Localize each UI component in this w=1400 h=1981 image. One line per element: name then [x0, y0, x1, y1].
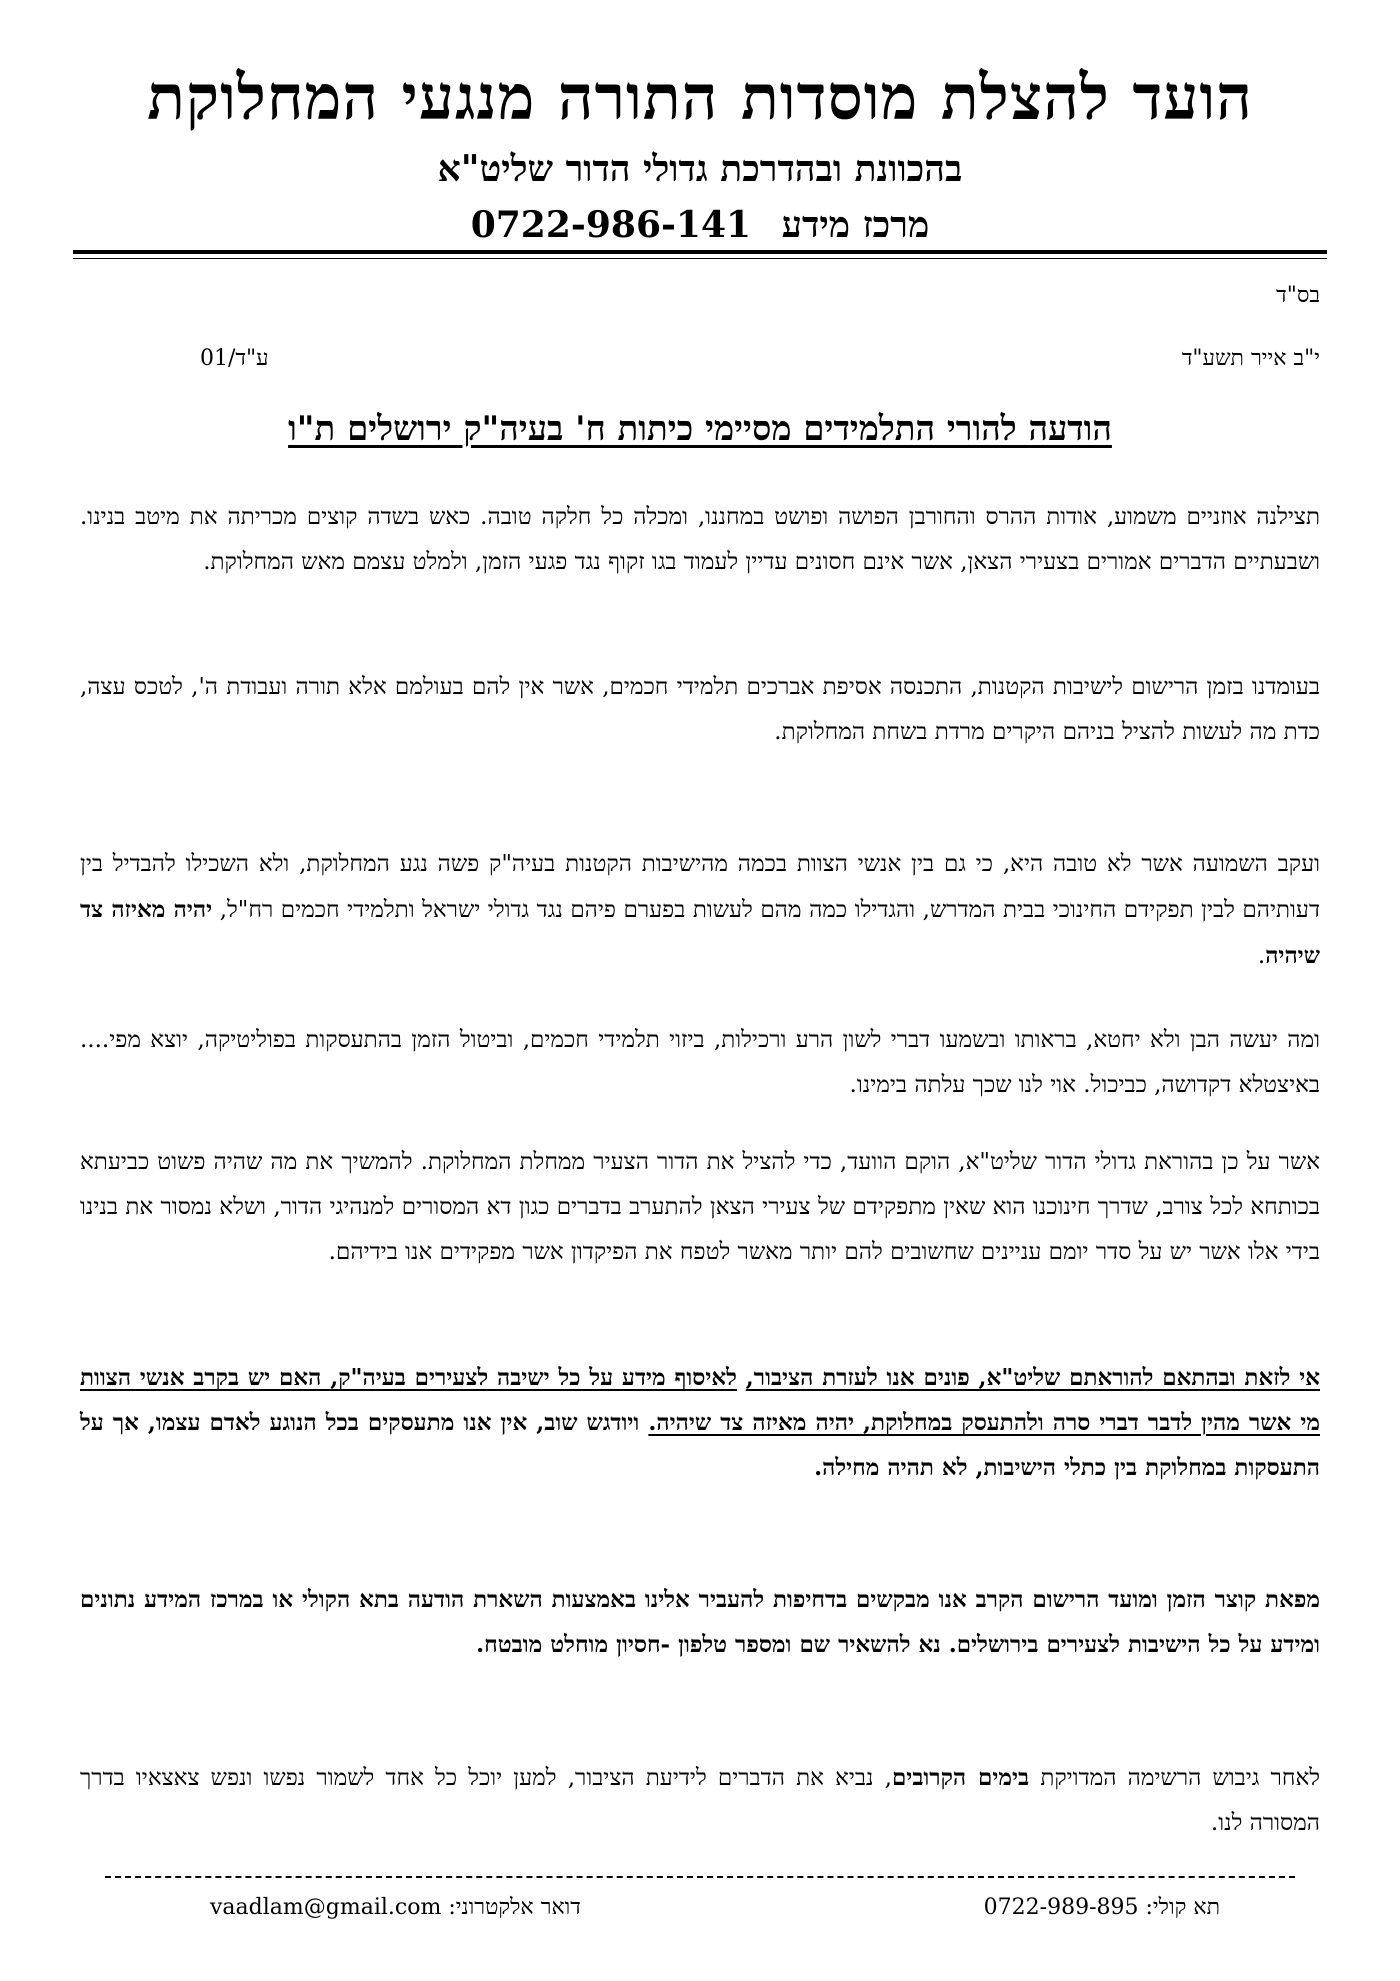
paragraph-6-note: ויודגש שוב, אין אנו מתעסקים בכל הנוגע לאדם עצמו, אך על התעסקות במחלוקת בין כתלי הישיבות, לא תהיה מחילה. — [80, 1409, 1320, 1481]
info-center-label: מרכז מידע — [781, 204, 930, 246]
paragraph-3-emphasis: יהיה מאיזה צד שיהיה — [80, 896, 1320, 969]
hebrew-date: י"ב אייר תשע"ד — [1181, 346, 1320, 371]
footer-email — [210, 1893, 581, 1923]
email-label: דואר אלקטרוני: — [448, 1895, 581, 1920]
voicemail-number: 0722-989-895 — [983, 1895, 1139, 1920]
paragraph-6-appeal: אי לזאת ובהתאם להוראתם שליט"א, פונים אנו לעזרת הציבור, — [745, 1364, 1321, 1391]
info-center-line — [90, 200, 1310, 250]
footer-divider — [105, 1876, 1295, 1878]
paragraph-5: אשר על כן בהוראת גדולי הדור שליט"א, הוקם הוועד, כדי להציל את הדור הצעיר ממחלת המחלוקת. להמשיך את מה שהיה פשוט כביעתא בכותחא לכל צורב, שדרך חינוכנו הוא שאין מתפקידם של צעירי הצאן להתערב בדברים כגון דא המסורים למנהיגי הדור, ושלא נמסור את בנינו בידי אלו אשר יש על סדר יומם עניינים שחשובים להם יותר מאשר לטפח את הפיקדון אשר מפקידים אנו בידיהם. — [80, 1149, 1320, 1265]
paragraph-7: מפאת קוצר הזמן ומועד הרישום הקרב אנו מבקשים בדחיפות להעביר אלינו באמצעות השארת הודעה בתא הקולי או במרכז המידע נתונים ומידע על כל הישיבות לצעירים בירושלים. נא להשאיר שם ומספר טלפון -חסיון מוחלט מובטח. — [80, 1586, 1320, 1658]
paragraph-2: בעומדנו בזמן הרישום לישיבות הקטנות, התכנסה אסיפת אברכים תלמידי חכמים, אשר אין להם בעולמם אלא תורה ועבודת ה', לטכס עצה, כדת מה לעשות להציל בניהם היקרים מרדת בשחת המחלוקת. — [80, 674, 1320, 745]
header-divider — [73, 250, 1327, 259]
paragraph-8-emphasis: בימים הקרובים — [891, 1764, 1030, 1791]
info-center-phone: 0722-986-141 — [470, 204, 752, 246]
org-subtitle: בהכוונת ובהדרכת גדולי הדור שליט"א — [437, 148, 963, 190]
paragraph-4: ומה יעשה הבן ולא יחטא, בראותו ובשמעו דברי לשון הרע ורכילות, ביזוי תלמידי חכמים, וביטול הזמן בהתעסקות בפוליטיקה, יוצא מפי.... באיצטלא דקדושה, כביכול. אוי לנו שכך עלתה בימינו. — [80, 1027, 1320, 1098]
paragraph-3: ועקב השמועה אשר לא טובה היא, כי גם בין אנשי הצוות בכמה מהישיבות הקטנות בעיה"ק פשה נגע המחלוקת, ולא השכילו להבדיל בין דעותיהם לבין תפקידם החינוכי בבית המדרש, והגדילו כמה מהם לעשות בפערם פיהם נגד גדולי ישראל ותלמידי חכמים רח"ל, יהיה מאיזה צד שיהיה. — [80, 851, 1321, 969]
paragraph-6 — [80, 1355, 1320, 1490]
notice-headline: הודעה להורי התלמידים מסיימי כיתות ח' בעיה"ק ירושלים ת"ו — [288, 409, 1112, 449]
paragraph-8-rest: , נביא את הדברים לידיעת הציבור, למען יוכל כל אחד לשמור נפשו ונפש צאצאיו בדרך המסורה לנו. — [80, 1765, 1320, 1836]
paragraph-8-lead: לאחר גיבוש הרשימה המדויקת — [1040, 1765, 1321, 1791]
voicemail-label: תא קולי: — [1145, 1895, 1220, 1920]
paragraph-1: תצילנה אוזניים משמוע, אודות ההרס והחורבן הפושה ופושט במחננו, ומכלה כל חלקה טובה. כאש בשדה קוצים מכריתה את מיטב בנינו. ושבעתיים הדברים אמורים בצעירי הצאן, אשר אינם חסונים עדיין לעמוד בגו זקוף נגד פגעי הזמן, ולמלט עצמם מאש המחלוקת. — [80, 504, 1320, 575]
org-title: הועד להצלת מוסדות התורה מנגעי המחלוקת — [147, 61, 1253, 134]
paragraph-3-text: ועקב השמועה אשר לא טובה היא, כי גם בין אנשי הצוות בכמה מהישיבות הקטנות בעיה"ק פשה נגע המחלוקת, ולא השכילו להבדיל בין דעותיהם לבין תפקידם החינוכי בבית המדרש, והגדילו כמה מהם לעשות בפערם פיהם נגד גדולי ישראל ותלמידי חכמים רח"ל, — [80, 851, 1321, 923]
paragraph-6-request: לאיסוף מידע על כל ישיבה לצעירים בעיה"ק, האם יש בקרב אנשי הצוות מי אשר מהין לדבר דברי סרה ולהתעסק במחלוקת, יהיה מאיזה צד שיהיה. — [80, 1364, 1320, 1436]
reference-number: 01/ע"ד — [200, 346, 269, 371]
footer-voicemail — [984, 1893, 1220, 1923]
paragraph-8 — [80, 1755, 1320, 1846]
bsd-mark: בס"ד — [1276, 283, 1320, 308]
email-address[interactable]: vaadlam@gmail.com — [210, 1895, 442, 1920]
